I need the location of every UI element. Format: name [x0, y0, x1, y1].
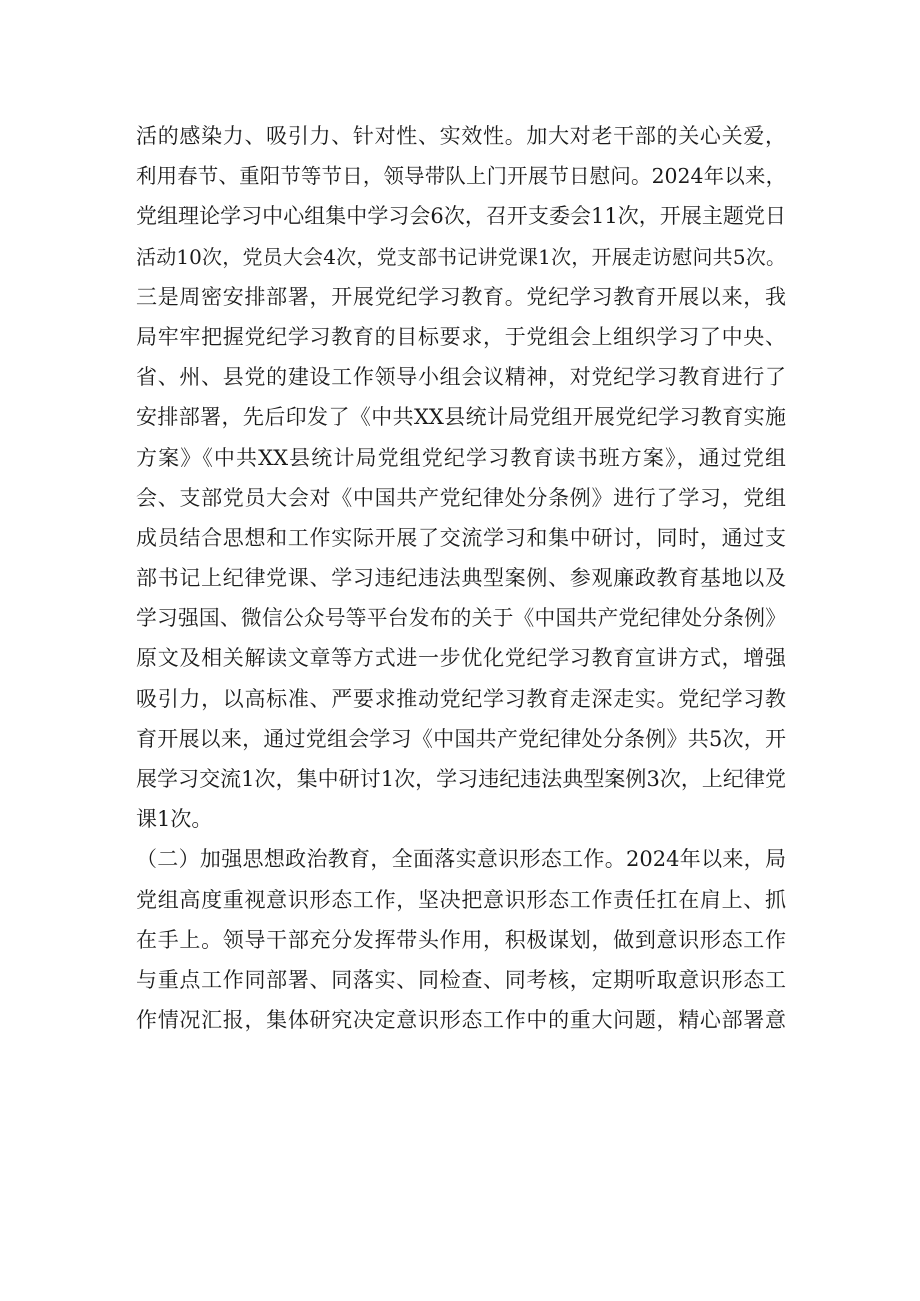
text-line: 与重点工作同部署、同落实、同检查、同考核，定期听取意识形态工 — [136, 967, 786, 992]
body-text — [136, 116, 786, 1040]
text-line: 部书记上纪律党课、学习违纪违法典型案例、参观廉政教育基地以及 — [136, 566, 786, 591]
text-line: 会、支部党员大会对《中国共产党纪律处分条例》进行了学习，党组 — [136, 485, 786, 510]
text-line: 课1次。 — [136, 807, 213, 832]
text-line: 育开展以来，通过党组会学习《中国共产党纪律处分条例》共5次，开 — [136, 726, 786, 751]
text-line: 学习强国、微信公众号等平台发布的关于《中国共产党纪律处分条例》 — [136, 606, 786, 631]
text-line: 活的感染力、吸引力、针对性、实效性。加大对老干部的关心关爱， — [136, 124, 786, 148]
text-line: （二）加强思想政治教育，全面落实意识形态工作。2024年以来，局 — [136, 847, 786, 872]
text-line: 省、州、县党的建设工作领导小组会议精神，对党纪学习教育进行了 — [136, 365, 786, 390]
text-line: 作情况汇报，集体研究决定意识形态工作中的重大问题，精心部署意 — [136, 1008, 786, 1033]
text-line: 吸引力，以高标准、严要求推动党纪学习教育走深走实。党纪学习教 — [136, 686, 786, 711]
text-line: 党组理论学习中心组集中学习会6次，召开支委会11次，开展主题党日 — [136, 204, 786, 229]
text-line: 党组高度重视意识形态工作，坚决把意识形态工作责任扛在肩上、抓 — [136, 887, 786, 912]
text-line: 原文及相关解读文章等方式进一步优化党纪学习教育宣讲方式，增强 — [136, 646, 786, 671]
text-line: 展学习交流1次，集中研讨1次，学习违纪违法典型案例3次，上纪律党 — [136, 767, 786, 791]
text-line: 在手上。领导干部充分发挥带头作用，积极谋划，做到意识形态工作 — [136, 927, 786, 952]
text-line: 活动10次，党员大会4次，党支部书记讲党课1次，开展走访慰问共5次。 — [136, 244, 786, 269]
text-line: 安排部署，先后印发了《中共XX县统计局党组开展党纪学习教育实施 — [136, 405, 786, 430]
text-line: 成员结合思想和工作实际开展了交流学习和集中研讨，同时，通过支 — [136, 525, 786, 550]
text-line: 三是周密安排部署，开展党纪学习教育。党纪学习教育开展以来，我 — [136, 284, 786, 309]
text-line: 方案》《中共XX县统计局党组党纪学习教育读书班方案》，通过党组 — [136, 445, 786, 470]
text-line: 利用春节、重阳节等节日，领导带队上门开展节日慰问。2024年以来， — [136, 164, 786, 189]
text-line: 局牢牢把握党纪学习教育的目标要求，于党组会上组织学习了中央、 — [136, 324, 786, 349]
